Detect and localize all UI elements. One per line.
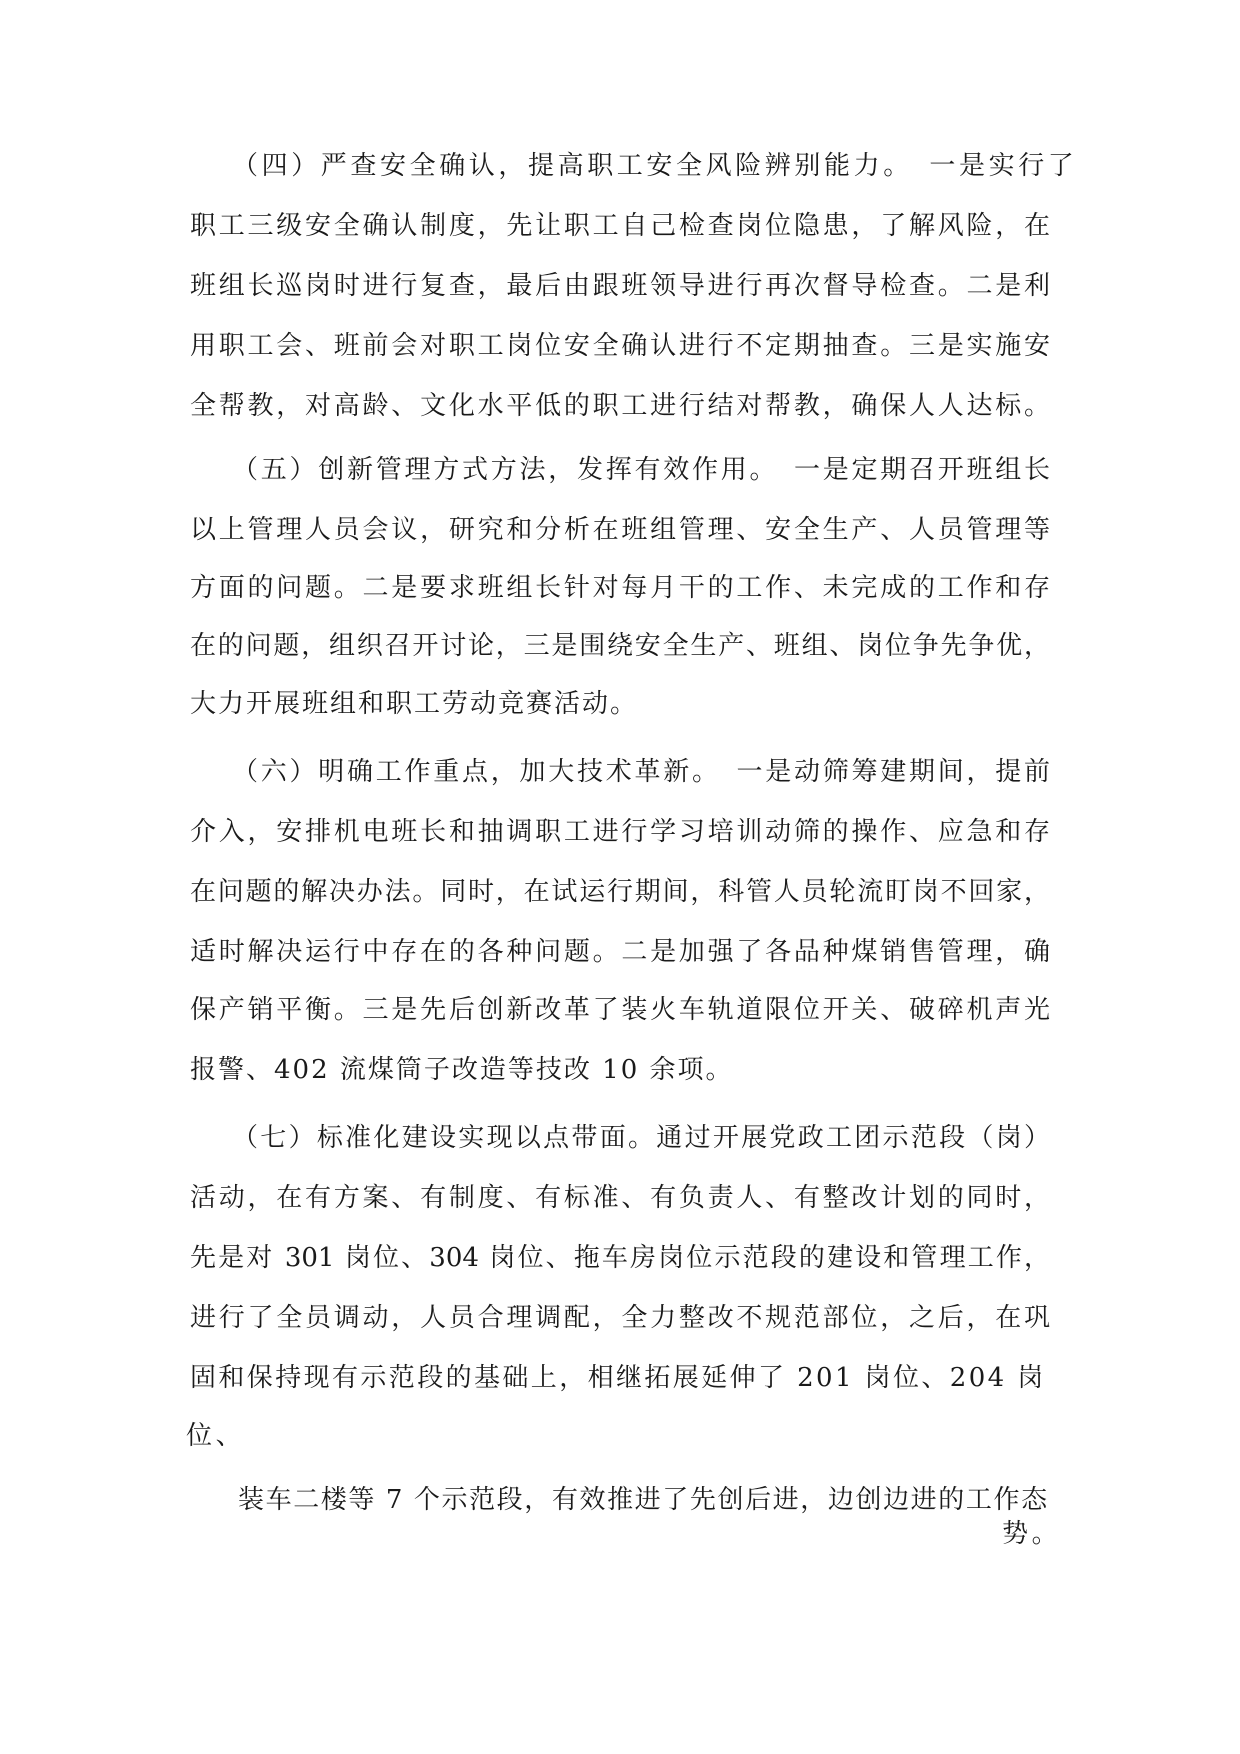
- paragraph-4-line-1: （四）严查安全确认，提高职工安全风险辨别能力。 一是实行了: [232, 151, 1078, 181]
- paragraph-7-line-1: （七）标准化建设实现以点带面。通过开展党政工团示范段（岗）: [232, 1123, 1050, 1153]
- paragraph-7-line-4: 进行了全员调动，人员合理调配，全力整改不规范部位，之后，在巩: [190, 1303, 1050, 1333]
- paragraph-6-line-2: 介入，安排机电班长和抽调职工进行学习培训动筛的操作、应急和存: [190, 817, 1050, 847]
- paragraph-4-line-2: 职工三级安全确认制度，先让职工自己检查岗位隐患，了解风险，在: [190, 211, 1050, 241]
- paragraph-5-line-1: （五）创新管理方式方法，发挥有效作用。 一是定期召开班组长: [232, 455, 1050, 485]
- paragraph-5-line-3: 方面的问题。二是要求班组长针对每月干的工作、未完成的工作和存: [190, 573, 1050, 603]
- paragraph-7-line-6: 位、: [186, 1421, 246, 1451]
- paragraph-7-line-3: 先是对 301 岗位、304 岗位、拖车房岗位示范段的建设和管理工作，: [190, 1243, 1050, 1273]
- paragraph-5-line-4: 在的问题，组织召开讨论，三是围绕安全生产、班组、岗位争先争优，: [190, 631, 1050, 661]
- paragraph-6-line-1: （六）明确工作重点，加大技术革新。 一是动筛筹建期间，提前: [232, 757, 1050, 787]
- paragraph-6-line-6: 报警、402 流煤筒子改造等技改 10 余项。: [190, 1055, 734, 1085]
- paragraph-4-line-4: 用职工会、班前会对职工岗位安全确认进行不定期抽查。三是实施安: [190, 331, 1050, 361]
- paragraph-5-line-5: 大力开展班组和职工劳动竞赛活动。: [190, 689, 639, 719]
- paragraph-7-line-7: 装车二楼等 7 个示范段，有效推进了先创后进，边创边进的工作态: [238, 1485, 1049, 1515]
- paragraph-7-line-5: 固和保持现有示范段的基础上，相继拓展延伸了 201 岗位、204 岗: [190, 1363, 1046, 1393]
- paragraph-6-line-5: 保产销平衡。三是先后创新改革了装火车轨道限位开关、破碎机声光: [190, 995, 1050, 1025]
- paragraph-6-line-3: 在问题的解决办法。同时，在试运行期间，科管人员轮流盯岗不回家，: [190, 877, 1050, 907]
- paragraph-7-line-2: 活动，在有方案、有制度、有标准、有负责人、有整改计划的同时，: [190, 1183, 1050, 1213]
- paragraph-4-line-5: 全帮教，对高龄、文化水平低的职工进行结对帮教，确保人人达标。: [190, 391, 1050, 421]
- paragraph-4-line-3: 班组长巡岗时进行复查，最后由跟班领导进行再次督导检查。二是利: [190, 271, 1050, 301]
- paragraph-5-line-2: 以上管理人员会议，研究和分析在班组管理、安全生产、人员管理等: [190, 515, 1050, 545]
- paragraph-6-line-4: 适时解决运行中存在的各种问题。二是加强了各品种煤销售管理，确: [190, 937, 1050, 967]
- paragraph-7-line-8: 势。: [1002, 1519, 1062, 1549]
